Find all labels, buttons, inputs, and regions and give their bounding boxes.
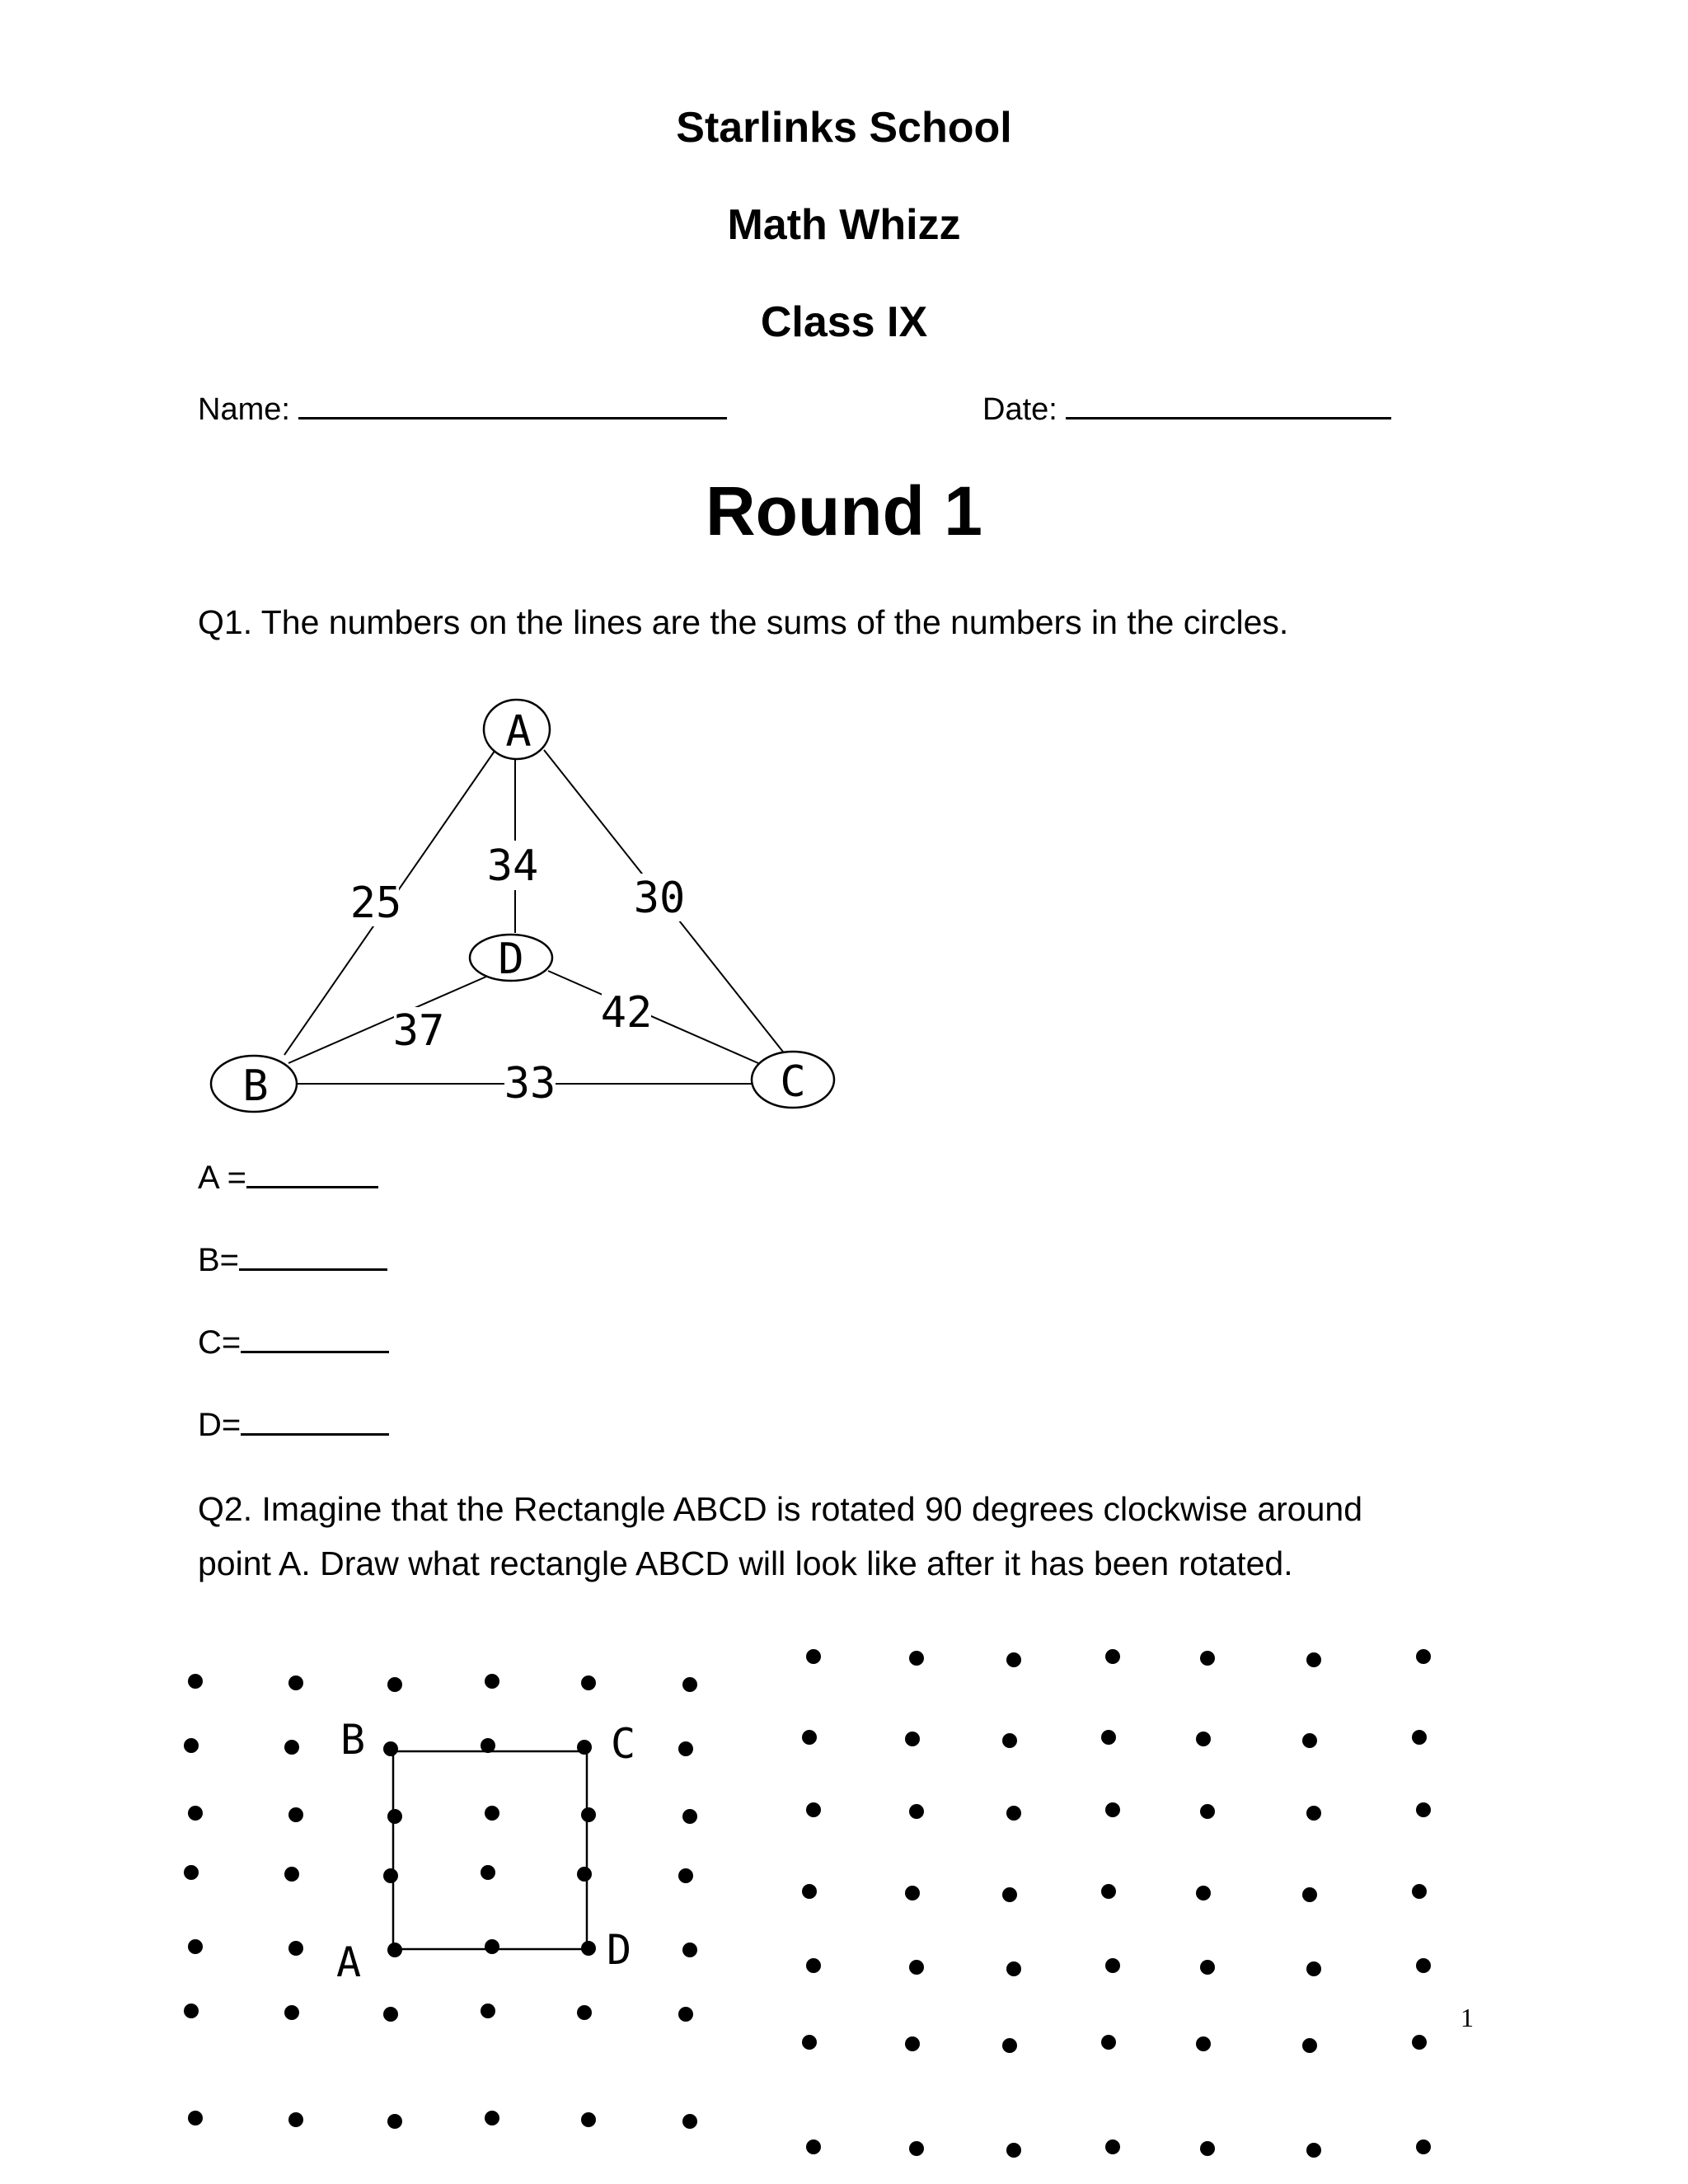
date-label: Date:	[982, 392, 1057, 427]
left-grid-dot[interactable]	[288, 1807, 303, 1822]
left-grid-dot[interactable]	[383, 2007, 398, 2022]
right-grid-dot[interactable]	[905, 2036, 920, 2051]
worksheet-title: Math Whizz	[727, 201, 961, 249]
left-grid-dot[interactable]	[682, 2114, 697, 2129]
right-grid-dot[interactable]	[806, 1802, 821, 1817]
right-grid-dot[interactable]	[1006, 1961, 1021, 1976]
left-grid-dot[interactable]	[188, 1674, 203, 1689]
right-grid-dot[interactable]	[1196, 2036, 1211, 2051]
left-grid-dot[interactable]	[485, 1806, 499, 1821]
right-grid-dot[interactable]	[1101, 1884, 1116, 1899]
left-grid-dot[interactable]	[581, 1807, 596, 1822]
right-grid-dot[interactable]	[1002, 2038, 1017, 2053]
left-grid-dot[interactable]	[581, 1941, 596, 1956]
node-c-label: C	[780, 1057, 806, 1107]
right-grid-dot[interactable]	[1302, 1733, 1317, 1748]
name-label: Name:	[198, 392, 290, 427]
class-label: Class IX	[760, 298, 928, 346]
corner-d-label: D	[606, 1926, 632, 1974]
right-grid-dot[interactable]	[806, 1958, 821, 1973]
left-grid-dot[interactable]	[387, 1809, 402, 1824]
left-grid-dot[interactable]	[481, 1865, 495, 1880]
node-a-label: A	[505, 707, 532, 757]
left-grid-dot[interactable]	[284, 1740, 299, 1755]
left-grid-dot[interactable]	[581, 2112, 596, 2127]
left-grid-dot[interactable]	[485, 2111, 499, 2125]
school-name: Starlinks School	[676, 104, 1012, 152]
left-grid-dot[interactable]	[284, 2005, 299, 2020]
right-grid-dot[interactable]	[1105, 1802, 1120, 1817]
page-number: 1	[1461, 2003, 1474, 2032]
corner-b-label: B	[340, 1716, 366, 1764]
edge-sum-b-c: 33	[504, 1059, 556, 1108]
answer-b-label: B=	[198, 1242, 240, 1278]
right-grid-dot[interactable]	[1006, 1806, 1021, 1821]
left-grid-dot[interactable]	[577, 1740, 592, 1755]
right-grid-dot[interactable]	[1105, 2139, 1120, 2154]
left-grid-dot[interactable]	[581, 1675, 596, 1690]
right-grid-dot[interactable]	[1416, 2139, 1431, 2154]
left-grid-dot[interactable]	[485, 1674, 499, 1689]
right-grid-dot[interactable]	[1105, 1958, 1120, 1973]
right-grid-dot[interactable]	[909, 1804, 924, 1819]
right-grid-dot[interactable]	[1412, 1884, 1427, 1899]
right-dot-grid	[802, 1649, 1431, 2158]
right-grid-dot[interactable]	[905, 1886, 920, 1900]
left-grid-dot[interactable]	[678, 2007, 693, 2022]
answer-c-label: C=	[198, 1324, 241, 1361]
right-grid-dot[interactable]	[1006, 1652, 1021, 1667]
right-grid-dot[interactable]	[1196, 1732, 1211, 1746]
left-grid-dot[interactable]	[184, 2004, 199, 2018]
left-grid-dot[interactable]	[387, 1677, 402, 1692]
left-grid-dot[interactable]	[682, 1677, 697, 1692]
right-grid-dot[interactable]	[1200, 1960, 1215, 1975]
right-grid-dot[interactable]	[1006, 2143, 1021, 2158]
left-grid-dot[interactable]	[577, 2005, 592, 2020]
right-grid-dot[interactable]	[1306, 2143, 1321, 2158]
left-grid-dot[interactable]	[188, 2111, 203, 2125]
left-grid-dot[interactable]	[184, 1738, 199, 1753]
left-grid-dot[interactable]	[481, 1738, 495, 1753]
right-grid-dot[interactable]	[1416, 1958, 1431, 1973]
right-grid-dot[interactable]	[1416, 1802, 1431, 1817]
left-grid-dot[interactable]	[577, 1867, 592, 1882]
right-grid-dot[interactable]	[1105, 1649, 1120, 1664]
node-d-label: D	[498, 935, 524, 984]
q2-line-2: point A. Draw what rectangle ABCD will look like after it has been rotated.	[198, 1544, 1293, 1582]
left-grid-dot[interactable]	[678, 1741, 693, 1756]
edge-sum-a-c: 30	[633, 874, 686, 923]
edge-sum-a-d: 34	[486, 841, 539, 891]
right-grid-dot[interactable]	[1306, 1961, 1321, 1976]
right-grid-dot[interactable]	[1306, 1806, 1321, 1821]
right-grid-dot[interactable]	[1302, 1887, 1317, 1902]
left-grid-dot[interactable]	[184, 1865, 199, 1880]
right-grid-dot[interactable]	[1101, 1730, 1116, 1745]
left-grid-dot[interactable]	[678, 1868, 693, 1883]
edge-sum-a-b: 25	[349, 879, 402, 928]
edge-sum-d-c: 42	[600, 988, 653, 1038]
right-grid-dot[interactable]	[1302, 2038, 1317, 2053]
edge-sum-b-d: 37	[392, 1006, 445, 1056]
right-grid-dot[interactable]	[1002, 1887, 1017, 1902]
answer-d-label: D=	[198, 1407, 241, 1443]
left-grid-dot[interactable]	[288, 2112, 303, 2127]
corner-c-label: C	[610, 1720, 636, 1768]
right-grid-dot[interactable]	[1416, 1649, 1431, 1664]
q1-text: Q1. The numbers on the lines are the sums of the numbers in the circles.	[198, 603, 1289, 641]
right-grid-dot[interactable]	[806, 2139, 821, 2154]
left-grid-dot[interactable]	[387, 2114, 402, 2129]
node-b-label: B	[242, 1062, 269, 1111]
left-grid-dot[interactable]	[383, 1741, 398, 1756]
corner-a-label: A	[335, 1938, 362, 1986]
right-grid-dot[interactable]	[1002, 1733, 1017, 1748]
left-grid-dot[interactable]	[188, 1939, 203, 1954]
left-grid-dot[interactable]	[682, 1809, 697, 1824]
right-grid-dot[interactable]	[802, 2035, 817, 2050]
right-grid-dot[interactable]	[802, 1730, 817, 1745]
answer-a-label: A =	[198, 1160, 246, 1196]
left-grid-dot[interactable]	[481, 2004, 495, 2018]
right-grid-dot[interactable]	[1306, 1652, 1321, 1667]
right-grid-dot[interactable]	[909, 1651, 924, 1666]
rectangle-abcd	[393, 1751, 587, 1949]
right-grid-dot[interactable]	[802, 1884, 817, 1899]
right-grid-dot[interactable]	[1412, 1730, 1427, 1745]
right-grid-dot[interactable]	[1196, 1886, 1211, 1900]
left-grid-dot[interactable]	[387, 1943, 402, 1957]
right-grid-dot[interactable]	[1200, 1804, 1215, 1819]
right-grid-dot[interactable]	[1412, 2035, 1427, 2050]
right-grid-dot[interactable]	[905, 1732, 920, 1746]
right-grid-dot[interactable]	[1200, 2141, 1215, 2156]
left-grid-dot[interactable]	[288, 1941, 303, 1956]
round-heading: Round 1	[706, 472, 982, 550]
right-grid-dot[interactable]	[909, 1960, 924, 1975]
left-grid-dot[interactable]	[682, 1943, 697, 1957]
right-grid-dot[interactable]	[1200, 1651, 1215, 1666]
left-grid-dot[interactable]	[288, 1675, 303, 1690]
left-grid-dot[interactable]	[485, 1939, 499, 1954]
left-grid-dot[interactable]	[284, 1867, 299, 1882]
left-grid-dot[interactable]	[383, 1868, 398, 1883]
q2-line-1: Q2. Imagine that the Rectangle ABCD is rotated 90 degrees clockwise around	[198, 1490, 1363, 1528]
right-grid-dot[interactable]	[806, 1649, 821, 1664]
right-grid-dot[interactable]	[1101, 2035, 1116, 2050]
right-grid-dot[interactable]	[909, 2141, 924, 2156]
left-grid-dot[interactable]	[188, 1806, 203, 1821]
